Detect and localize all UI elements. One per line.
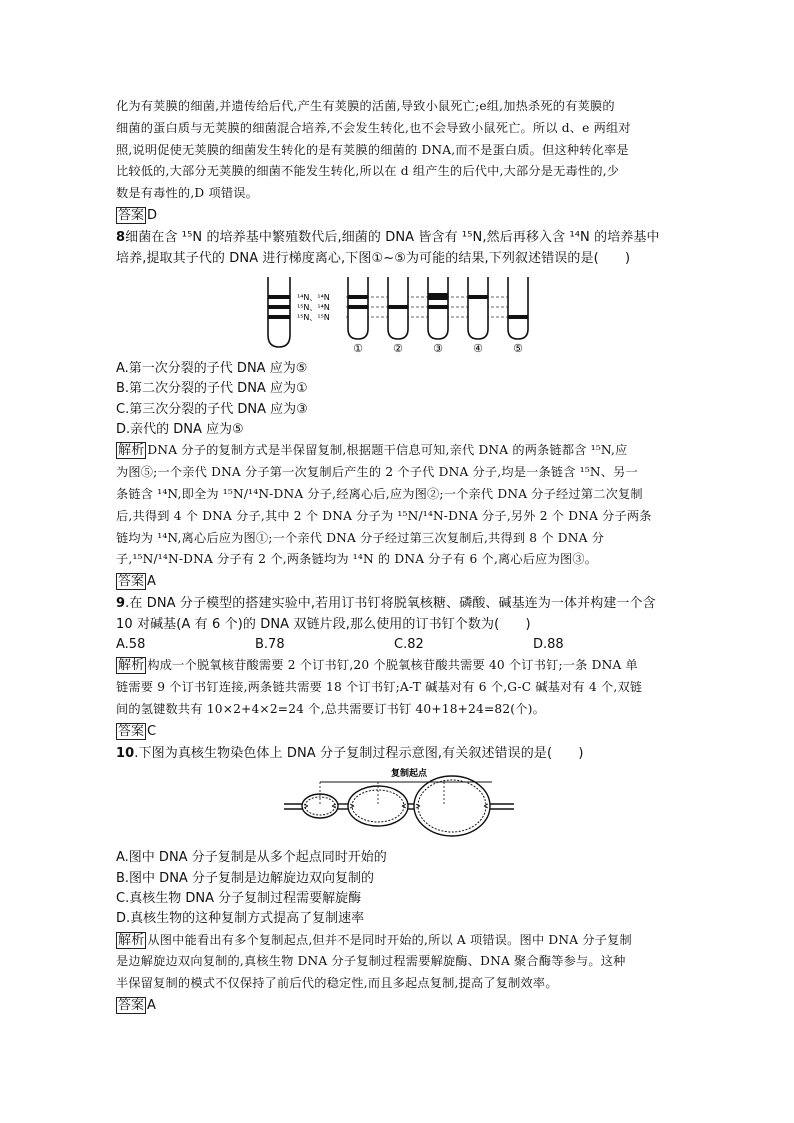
tube-label: ⑤	[513, 342, 523, 354]
option-a[interactable]: A.58	[116, 637, 146, 653]
q10-answer	[116, 996, 682, 1016]
tube-label: ③	[433, 342, 443, 354]
tube-5	[508, 277, 528, 339]
q8-stem	[116, 228, 682, 269]
analysis-line: 间的氢键数共有 10×2+4×2=24 个,总共需要订书钉 40+18+24=82(个)。	[116, 701, 545, 716]
answer-value: D	[147, 207, 158, 223]
q9-analysis	[116, 655, 682, 720]
question-number: 9	[116, 596, 126, 612]
worksheet-page	[116, 96, 682, 1018]
analysis-line: 解析 DNA 分子的复制方式是半保留复制,根据题干信息可知,亲代 DNA 的两条链都含 ¹⁵N,应	[118, 443, 628, 459]
q8-analysis	[116, 440, 682, 571]
q8-options	[116, 359, 682, 440]
answer-tag: 答案	[118, 574, 145, 590]
option-b[interactable]: B.第二次分裂的子代 DNA 应为①	[116, 381, 308, 397]
band-label-14-14: ¹⁴N、¹⁴N	[297, 293, 330, 303]
band-label-15-15: ¹⁵N、¹⁵N	[297, 313, 330, 323]
centrifuge-tubes-figure	[264, 273, 534, 353]
q10-stem-line: 10.下图为真核生物染色体上 DNA 分子复制过程示意图,有关叙述错误的是( )	[116, 745, 584, 761]
tube-4	[468, 277, 488, 339]
analysis-line: 子,¹⁵N/¹⁴N-DNA 分子有 2 个,两条链均为 ¹⁴N 的 DNA 分子有 6 个,离心后应为图③。	[116, 552, 598, 567]
origin-label: 复制起点	[390, 769, 428, 780]
analysis-line: 后,共得到 4 个 DNA 分子,其中 2 个 DNA 分子为 ¹⁵N/¹⁴N-DNA 分子,另外 2 个 DNA 分子两条	[116, 508, 652, 523]
q9-options	[116, 635, 682, 655]
explanation-line: 照,说明促使无荚膜的细菌发生转化的是有荚膜的细菌的 DNA,而不是蛋白质。但这种转化率是	[116, 142, 629, 157]
option-a[interactable]: A.图中 DNA 分子复制是从多个起点同时开始的	[116, 850, 387, 866]
option-d[interactable]: D.88	[533, 637, 564, 653]
q7-answer	[116, 206, 682, 226]
q7-explanation	[116, 96, 682, 205]
q9-stem-line: 10 对碱基(A 有 6 个)的 DNA 双链片段,那么使用的订书钉个数为( )	[116, 616, 531, 632]
q9-stem	[116, 594, 682, 635]
explanation-line: 比较低的,大部分无荚膜的细菌不能发生转化,所以在 d 组产生的后代中,大部分是无毒性的,少	[116, 164, 620, 179]
answer-value: C	[147, 723, 157, 739]
option-b[interactable]: B.图中 DNA 分子复制是边解旋边双向复制的	[116, 870, 374, 886]
answer-tag: 答案	[118, 207, 145, 223]
q9-stem-line: 9.在 DNA 分子模型的搭建实验中,若用订书钉将脱氧核糖、磷酸、碱基连为一体并构建一个含	[116, 596, 656, 612]
q8-stem-line: 8细菌在含 ¹⁵N 的培养基中繁殖数代后,细菌的 DNA 皆含有 ¹⁵N,然后再移入含 ¹⁴N 的培养基中	[116, 229, 660, 245]
option-b[interactable]: B.78	[255, 637, 285, 653]
analysis-tag: 解析	[118, 443, 145, 459]
q9-answer	[116, 722, 682, 742]
q8-stem-line: 培养,提取其子代的 DNA 进行梯度离心,下图①~⑤为可能的结果,下列叙述错误的是( )	[116, 250, 631, 266]
analysis-line: 条链含 ¹⁴N,即全为 ¹⁵N/¹⁴N-DNA 分子,经离心后,应为图②;一个亲代 DNA 分子经过第二次复制	[116, 486, 643, 501]
analysis-line: 链均为 ¹⁴N,离心后应为图①;一个亲代 DNA 分子经过第三次复制后,共得到 8 个 DNA 分	[116, 530, 605, 545]
analysis-tag: 解析	[118, 658, 145, 674]
answer-value: A	[147, 997, 156, 1013]
option-c[interactable]: C.真核生物 DNA 分子复制过程需要解旋酶	[116, 890, 362, 906]
option-d[interactable]: D.真核生物的这种复制方式提高了复制速率	[116, 911, 365, 927]
dna-replication-figure	[284, 766, 514, 842]
explanation-line: 化为有荚膜的细菌,并遗传给后代,产生有荚膜的活菌,导致小鼠死亡;e组,加热杀死的有荚膜的	[116, 99, 615, 113]
tube-label: ①	[353, 342, 363, 354]
q10-stem	[116, 744, 682, 765]
answer-tag: 答案	[118, 997, 145, 1013]
q8-answer	[116, 572, 682, 592]
tube-label: ④	[473, 342, 483, 354]
analysis-line: 链需要 9 个订书钉连接,两条链共需要 18 个订书钉;A-T 碱基对有 6 个,G-C 碱基对有 4 个,双链	[116, 680, 643, 695]
answer-tag: 答案	[118, 723, 145, 739]
q10-analysis	[116, 930, 682, 995]
answer-value: A	[147, 574, 156, 590]
question-number: 8	[116, 229, 126, 245]
q10-options	[116, 848, 682, 929]
replication-bubble-3	[414, 776, 490, 836]
explanation-line: 数是有毒性的,D 项错误。	[116, 186, 258, 201]
tube-1	[348, 277, 368, 339]
analysis-line: 解析 从图中能看出有多个复制起点,但并不是同时开始的,所以 A 项错误。图中 DNA 分子复制	[118, 932, 632, 948]
analysis-line: 是边解旋边双向复制的,真核生物 DNA 分子复制过程需要解旋酶、DNA 聚合酶等参与。这种	[116, 954, 626, 969]
analysis-line: 为图⑤;一个亲代 DNA 分子第一次复制后产生的 2 个子代 DNA 分子,均是一条链含 ¹⁵N、另一	[116, 465, 638, 480]
analysis-line: 解析 构成一个脱氧核苷酸需要 2 个订书钉,20 个脱氧核苷酸共需要 40 个订书钉;一条 DNA 单	[118, 658, 638, 674]
tube-3	[428, 277, 448, 339]
tube-label: ②	[393, 342, 403, 354]
analysis-tag: 解析	[118, 932, 145, 948]
option-a[interactable]: A.第一次分裂的子代 DNA 应为⑤	[116, 361, 308, 377]
option-c[interactable]: C.82	[394, 637, 424, 653]
reference-tube	[268, 277, 290, 347]
question-number: 10	[116, 745, 135, 761]
band-label-15-14: ¹⁵N、¹⁴N	[297, 303, 330, 313]
option-c[interactable]: C.第三次分裂的子代 DNA 应为③	[116, 401, 308, 417]
explanation-line: 细菌的蛋白质与无荚膜的细菌混合培养,不会发生转化,也不会导致小鼠死亡。所以 d、e 两组对	[116, 120, 631, 135]
tube-2	[388, 277, 408, 339]
analysis-line: 半保留复制的模式不仅保持了前后代的稳定性,而且多起点复制,提高了复制效率。	[116, 976, 558, 991]
option-d[interactable]: D.亲代的 DNA 应为⑤	[116, 422, 244, 438]
